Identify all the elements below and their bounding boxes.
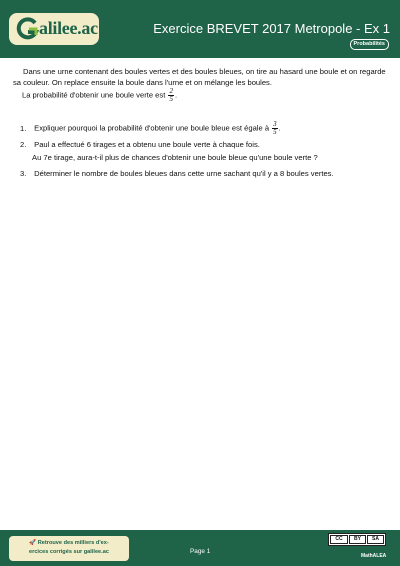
fraction-denominator: 5: [169, 95, 173, 103]
probability-end: .: [174, 90, 178, 100]
question-1: [20, 121, 281, 136]
question-number: 3.: [20, 169, 27, 178]
question-text: Déterminer le nombre de boules bleues dans cette urne sachant qu'il y a 8 boules vertes.: [34, 169, 334, 178]
question-end: .: [278, 123, 281, 133]
question-text: Paul a effectué 6 tirages et a obtenu une boule verte à chaque fois.: [34, 140, 260, 149]
by-icon: BY: [349, 535, 366, 544]
sa-icon: SA: [367, 535, 384, 544]
fraction-numerator: 3: [273, 120, 277, 128]
galilee-g-logo-icon: [15, 16, 39, 42]
cc-icon: CC: [330, 535, 348, 544]
logo-text: alilee.ac: [39, 18, 98, 38]
probability-text: La probabilité d'obtenir une boule verte est: [22, 90, 166, 100]
question-2: [20, 139, 260, 150]
promo-line-1: 🚀 Retrouve des milliers d'ex-: [29, 540, 109, 546]
question-number: 2.: [20, 140, 27, 149]
promo-line-2: ercices corrigés sur galilee.ac: [29, 549, 109, 555]
brand-label: MathALEA: [361, 553, 387, 559]
exercise-intro: Dans une urne contenant des boules vertes et des boules bleues, on tire au hasard une boule et on regarde sa couleur. On replace ensuite la boule dans l'urne et on mélange les boules.: [13, 67, 386, 87]
question-2-sub: Au 7e tirage, aura-t-il plus de chances d'obtenir une boule bleue qu'une boule verte ?: [32, 153, 318, 162]
promo-banner[interactable]: [9, 536, 129, 561]
probability-fraction: [168, 88, 174, 103]
creative-commons-badge[interactable]: [328, 533, 386, 546]
page-header: [0, 0, 400, 58]
question-text: Expliquer pourquoi la probabilité d'obtenir une boule bleue est égale à: [34, 123, 270, 133]
fraction-numerator: 2: [169, 87, 173, 95]
galilee-logo[interactable]: [9, 13, 99, 45]
question-fraction: [272, 121, 278, 136]
page-number: Page 1: [190, 548, 211, 555]
question-number: 1.: [20, 123, 27, 133]
topic-tag[interactable]: Probabilités: [350, 39, 389, 50]
probability-statement: [22, 88, 177, 103]
page-title: Exercice BREVET 2017 Metropole - Ex 1: [153, 21, 390, 36]
fraction-denominator: 5: [273, 128, 277, 136]
question-3: [20, 168, 334, 179]
